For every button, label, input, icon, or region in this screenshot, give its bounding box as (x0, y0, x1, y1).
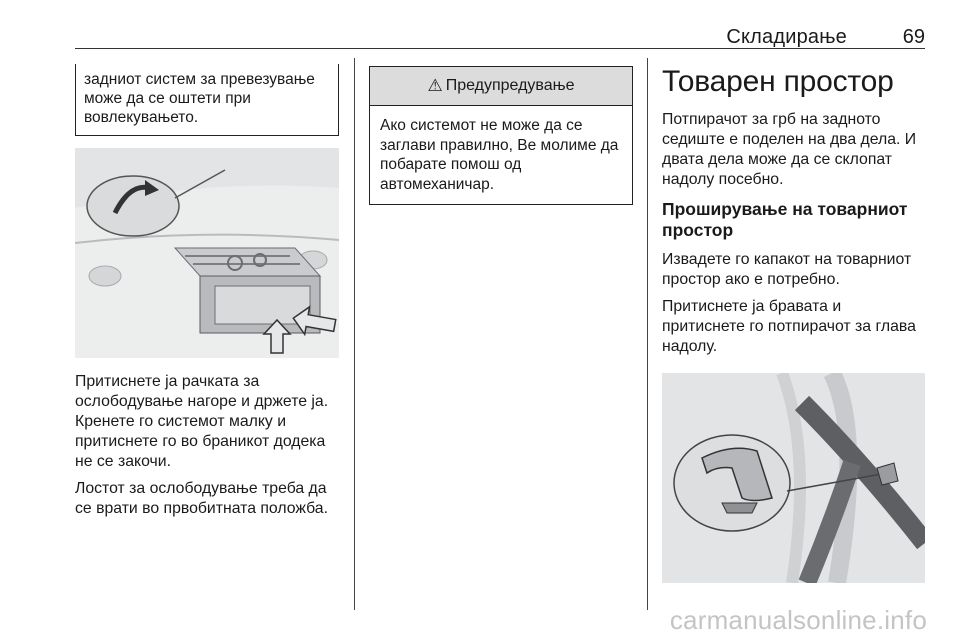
subsection-heading: Проширување на товарниот простор (662, 199, 908, 240)
instruction-paragraph: Лостот за ослободување треба да се врати во првобитната положба. (75, 480, 328, 517)
column-middle (369, 66, 633, 205)
body-paragraph: Потпирачот за грб на задното седиште е поделен на два дела. И двата дела може да се склопат надолу посебно. (662, 111, 917, 188)
column-divider (647, 58, 648, 610)
column-left (75, 64, 339, 526)
page-number: 69 (902, 26, 925, 48)
column-divider (354, 58, 355, 610)
warning-header (370, 67, 632, 106)
illustration-bumper-carrier (75, 148, 339, 358)
warning-triangle-icon: ⚠ (427, 76, 443, 95)
continued-warning-box (75, 64, 339, 136)
section-heading: Товарен простор (662, 65, 894, 98)
warning-title: Предупредување (445, 77, 575, 94)
body-paragraph: Извадете го капакот на товарниот простор ако е потребно. (662, 251, 912, 288)
watermark: carmanualsonline.info (669, 605, 927, 635)
warning-box (369, 66, 633, 205)
illustration-headrest-latch (662, 373, 925, 583)
warning-box-text: задниот систем за превезување може да се оштети при вовлекувањето. (84, 71, 315, 126)
instruction-paragraph: Притиснете ја рачката за ослободување нагоре и држете ја. Кренете го системот малку и притиснете го во браникот додека не се закочи. (75, 373, 329, 470)
body-paragraph: Притиснете ја бравата и притиснете го потпирачот за глава надолу. (662, 298, 916, 355)
page-header (75, 14, 925, 49)
column-right (662, 64, 927, 583)
bumper-carrier-drawing (75, 148, 339, 358)
headrest-latch-drawing (662, 373, 925, 583)
warning-body: Ако системот не може да се заглави правилно, Ве молиме да побарате помош од автомеханичар. (380, 117, 619, 193)
section-title: Складирање (726, 26, 847, 48)
